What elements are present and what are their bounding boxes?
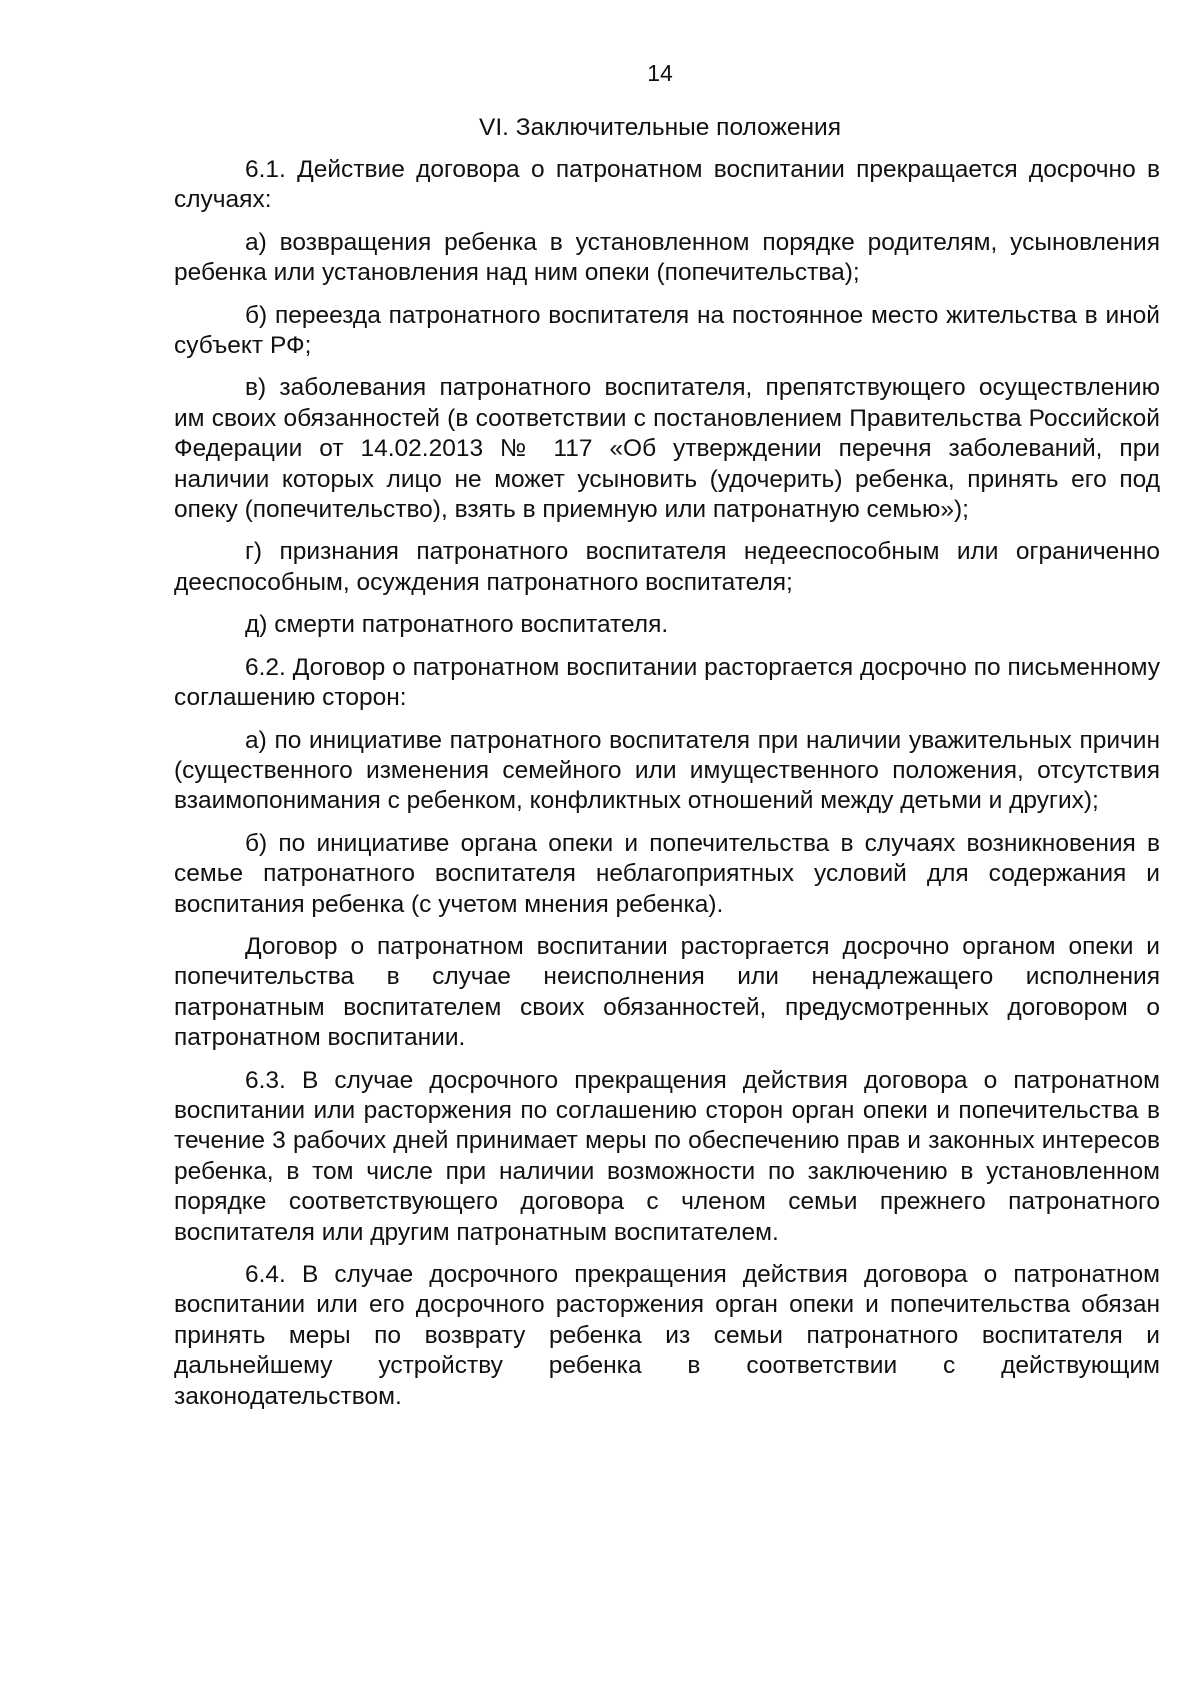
paragraph-6-2-b: б) по инициативе органа опеки и попечительства в случаях возникновения в семье патронатного воспитателя неблагоприятных условий для содержания и воспитания ребенка (с учетом мнения ребенка).	[174, 829, 1160, 918]
paragraph-6-1-d: д) смерти патронатного воспитателя.	[245, 611, 669, 639]
paragraph-6-3: 6.3. В случае досрочного прекращения действия договора о патронатном воспитании или расторжения по соглашению сторон орган опеки и попечительства в течение 3 рабочих дней принимает меры по обеспечению прав и законных интересов ребенка, в том числе при наличии возможности по заключению в установленном порядке соответствующего договора с членом семьи прежнего патронатного воспитателя или другим патронатным воспитателем.	[174, 1066, 1160, 1246]
paragraph-6-2-note: Договор о патронатном воспитании расторгается досрочно органом опеки и попечительства в случае неисполнения или ненадлежащего исполнения патронатным воспитателем своих обязанностей, предусмотренных договором о патронатном воспитании.	[174, 932, 1160, 1052]
document-body	[174, 155, 1160, 1424]
paragraph-6-2: 6.2. Договор о патронатном воспитании расторгается досрочно по письменному соглашению сторон:	[174, 653, 1160, 712]
section-title: VI. Заключительные положения	[479, 114, 841, 141]
paragraph-6-2-a: а) по инициативе патронатного воспитателя при наличии уважительных причин (существенного изменения семейного или имущественного положения, отсутствия взаимопонимания с ребенком, конфликтных отношений между детьми и других);	[174, 726, 1160, 815]
paragraph-6-1-g: г) признания патронатного воспитателя недееспособным или ограниченно дееспособным, осуждения патронатного воспитателя;	[174, 538, 1160, 596]
paragraph-6-1-a: а) возвращения ребенка в установленном порядке родителям, усыновления ребенка или установления над ним опеки (попечительства);	[174, 228, 1160, 287]
page-number: 14	[647, 60, 673, 86]
paragraph-6-1: 6.1. Действие договора о патронатном воспитании прекращается досрочно в случаях:	[174, 156, 1160, 214]
paragraph-6-1-b: б) переезда патронатного воспитателя на постоянное место жительства в иной субъект РФ;	[174, 301, 1160, 360]
paragraph-6-4: 6.4. В случае досрочного прекращения действия договора о патронатном воспитании или его досрочного расторжения орган опеки и попечительства обязан принять меры по возврату ребенка из семьи патронатного воспитателя и дальнейшему устройству ребенка в соответствии с действующим законодательством.	[174, 1261, 1160, 1410]
paragraph-6-1-v: в) заболевания патронатного воспитателя, препятствующего осуществлению им своих обязанностей (в соответствии с постановлением Правительства Российской Федерации от 14.02.2013 № 117 «Об утверждении перечня заболеваний, при наличии которых лицо не может усыновить (удочерить) ребенка, принять его под опеку (попечительство), взять в приемную или патронатную семью»);	[174, 374, 1160, 524]
